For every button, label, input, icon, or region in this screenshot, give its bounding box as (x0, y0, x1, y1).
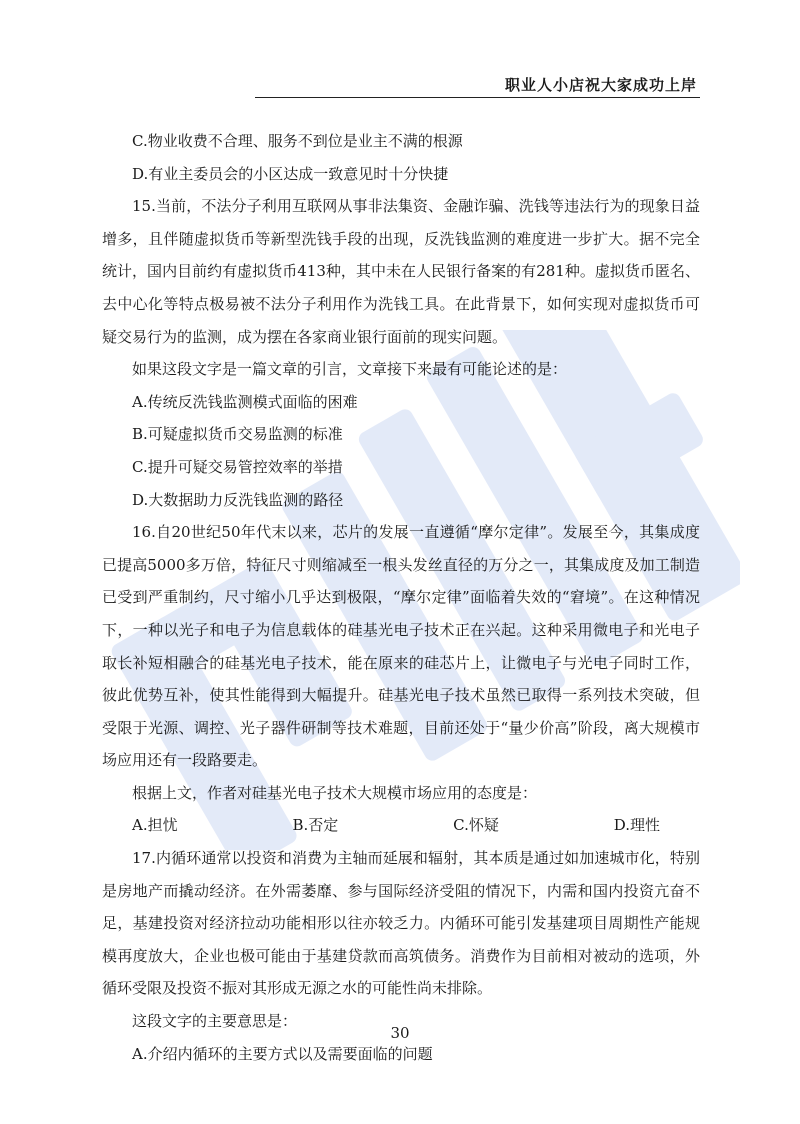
page-number: 30 (390, 1024, 410, 1042)
question-15-stem: 15.当前，不法分子利用互联网从事非法集资、金融诈骗、洗钱等违法行为的现象日益增多，且伴随虚拟货币等新型洗钱手段的出现，反洗钱监测的难度进一步扩大。据不完全统计，国内目前约有虚拟货币413种，其中未在人民银行备案的有281种。虚拟货币匿名、去中心化等特点极易被不法分子利用作为洗钱工具。在此背景下，如何实现对虚拟货币可疑交易行为的监测，成为摆在各家商业银行面前的现实问题。 (102, 197, 700, 346)
header-divider (255, 97, 700, 98)
question-17-stem: 17.内循环通常以投资和消费为主轴而延展和辐射，其本质是通过如加速城市化，特别是房地产而撬动经济。在外需萎靡、参与国际经济受阻的情况下，内需和国内投资亢奋不足，基建投资对经济拉动功能相形以往亦较乏力。内循环可能引发基建项目周期性产能规模再度放大，企业也极可能由于基建贷款而高筑债务。消费作为目前相对被动的选项，外循环受限及投资不振对其形成无源之水的可能性尚未排除。 (102, 849, 700, 998)
question-16-stem: 16.自20世纪50年代末以来，芯片的发展一直遵循“摩尔定律”。发展至今，其集成度已提高5000多万倍，特征尺寸则缩减至一根头发丝直径的万分之一，其集成度及加工制造已受到严重制约，尺寸缩小几乎达到极限，“摩尔定律”面临着失效的“窘境”。在这种情况下，一种以光子和电子为信息载体的硅基光电子技术正在兴起。这种采用微电子和光电子取长补短相融合的硅基光电子技术，能在原来的硅芯片上，让微电子与光电子同时工作，彼此优势互补，使其性能得到大幅提升。硅基光电子技术虽然已取得一系列技术突破，但受限于光源、调控、光子器件研制等技术难题，目前还处于“量少价高”阶段，离大规模市场应用还有一段路要走。 (102, 523, 700, 770)
question-16-option-b: B.否定 (292, 816, 339, 835)
question-16-option-c: C.怀疑 (453, 816, 499, 835)
question-15-prompt: 如果这段文字是一篇文章的引言，文章接下来最有可能论述的是： (132, 360, 568, 379)
option-line: D.有业主委员会的小区达成一致意见时十分快捷 (132, 164, 449, 183)
option-line: C.物业收费不合理、服务不到位是业主不满的根源 (132, 132, 463, 150)
question-16-options (102, 809, 700, 842)
question-17-prompt: 这段文字的主要意思是： (132, 1012, 298, 1031)
header-title: 职业人小店祝大家成功上岸 (504, 76, 697, 94)
question-15-option-a: A.传统反洗钱监测模式面临的困难 (132, 392, 358, 411)
question-15-option-d: D.大数据助力反洗钱监测的路径 (132, 490, 344, 509)
question-17-option-a: A.介绍内循环的主要方式以及需要面临的问题 (132, 1044, 433, 1063)
document-body (102, 125, 700, 1070)
question-15-option-c: C.提升可疑交易管控效率的举措 (132, 457, 343, 476)
question-16-option-a: A.担忧 (132, 816, 178, 835)
question-16-option-d: D.理性 (613, 816, 660, 835)
question-15-option-b: B.可疑虚拟货币交易监测的标准 (132, 425, 343, 444)
question-16-prompt: 根据上文，作者对硅基光电子技术大规模市场应用的态度是： (132, 783, 538, 802)
